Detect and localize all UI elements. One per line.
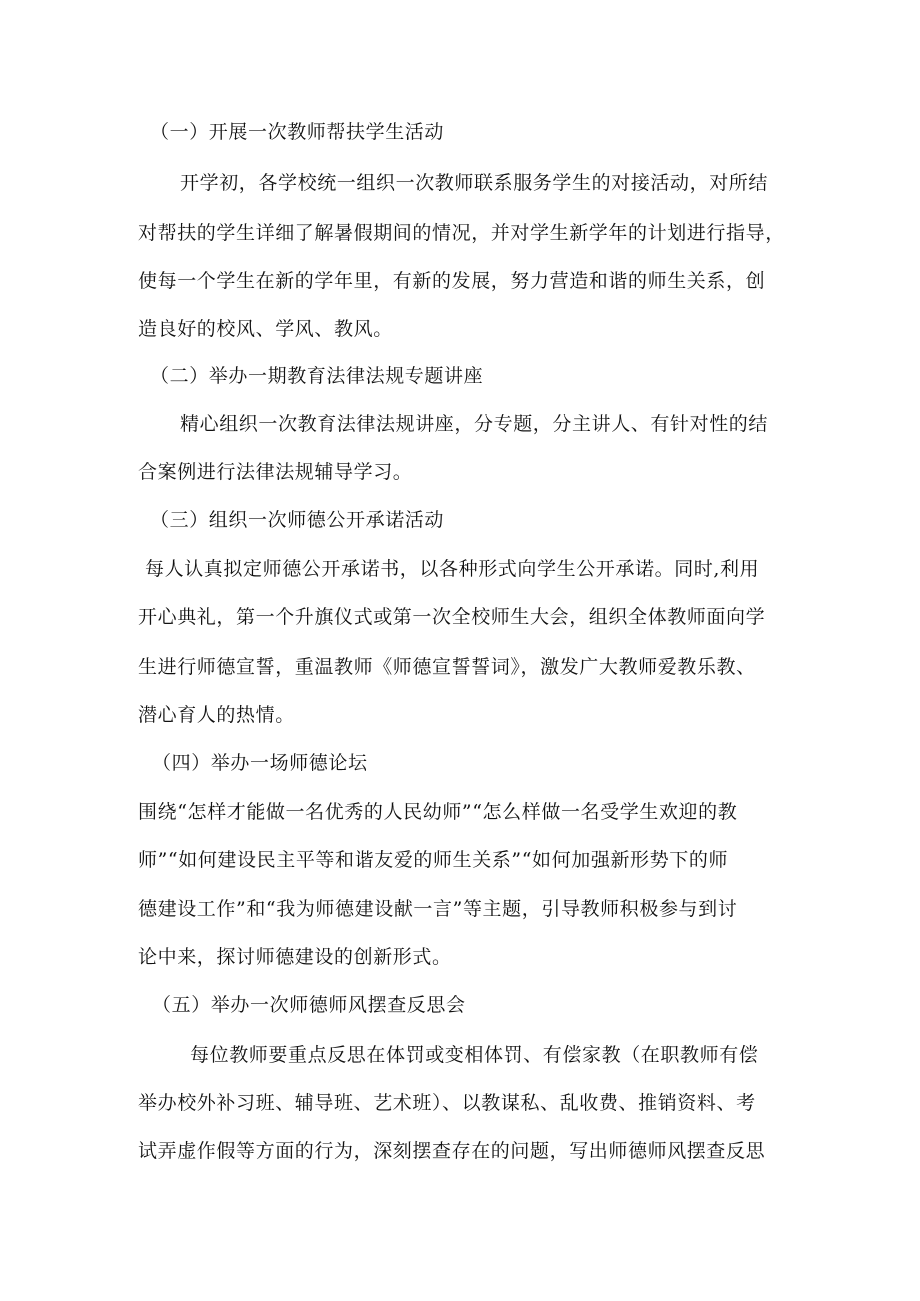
section-4-heading: （四）举办一场师德论坛 bbox=[152, 752, 368, 774]
section-2-line-1: 精心组织一次教育法律法规讲座，分专题，分主讲人、有针对性的结 bbox=[180, 413, 769, 435]
section-5-line-1: 每位教师要重点反思在体罚或变相体罚、有偿家教（在职教师有偿 bbox=[190, 1044, 759, 1066]
section-3-heading: （三）组织一次师德公开承诺活动 bbox=[150, 509, 445, 531]
section-4-line-2: 师”“如何建设民主平等和谐友爱的师生关系”“如何加强新形势下的师 bbox=[138, 849, 729, 871]
section-4-line-3: 德建设工作”和“我为师德建设献一言”等主题，引导教师积极参与到讨 bbox=[138, 898, 738, 920]
section-3-line-3: 生进行师德宣誓，重温教师《师德宣誓誓词》，激发广大教师爱教乐教、 bbox=[138, 656, 756, 678]
section-3-line-4: 潜心育人的热情。 bbox=[138, 704, 295, 726]
section-2-heading: （二）举办一期教育法律法规专题讲座 bbox=[150, 365, 484, 387]
section-4-line-1: 围绕“怎样才能做一名优秀的人民幼师”“怎么样做一名受学生欢迎的教 bbox=[138, 801, 738, 823]
section-1-heading: （一）开展一次教师帮扶学生活动 bbox=[150, 121, 445, 143]
section-1-line-4: 造良好的校风、学风、教风。 bbox=[138, 318, 393, 340]
section-3-line-1: 每人认真拟定师德公开承诺书，以各种形式向学生公开承诺。同时,利用 bbox=[145, 558, 760, 580]
section-2-line-2: 合案例进行法律法规辅导学习。 bbox=[138, 461, 413, 483]
section-1-line-1: 开学初，各学校统一组织一次教师联系服务学生的对接活动，对所结 bbox=[180, 172, 769, 194]
section-3-line-2: 开心典礼，第一个升旗仪式或第一次全校师生大会，组织全体教师面向学 bbox=[138, 606, 766, 628]
section-5-line-2: 举办校外补习班、辅导班、艺术班）、以教谋私、乱收费、推销资料、考 bbox=[138, 1092, 756, 1114]
section-4-line-4: 论中来，探讨师德建设的创新形式。 bbox=[138, 946, 452, 968]
section-5-line-3: 试弄虚作假等方面的行为，深刻摆查存在的问题，写出师德师风摆查反思 bbox=[138, 1140, 766, 1162]
section-1-line-3: 使每一个学生在新的学年里，有新的发展，努力营造和谐的师生关系，创 bbox=[138, 270, 766, 292]
section-1-line-2: 对帮扶的学生详细了解暑假期间的情况，并对学生新学年的计划进行指导， bbox=[138, 222, 785, 244]
section-5-heading: （五）举办一次师德师风摆查反思会 bbox=[152, 994, 466, 1016]
